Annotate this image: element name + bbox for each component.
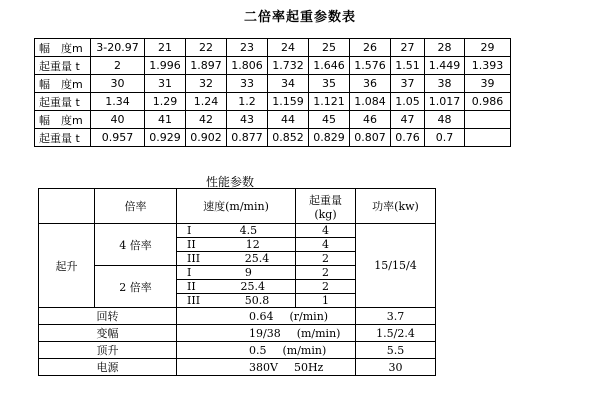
cell: 1.449 [425,57,465,75]
cell: 0.807 [350,129,391,147]
cell: 32 [186,75,227,93]
cell: 1.732 [268,57,309,75]
load-header-line1: 起重量 [309,193,342,207]
table-row [39,308,436,325]
cell: 39 [465,75,511,93]
table-row [35,39,511,57]
slewing-power: 3.7 [356,308,436,325]
cell: 0.902 [186,129,227,147]
cell: 35 [309,75,350,93]
performance-table [38,188,436,376]
row-label: 幅 度m [35,75,91,93]
cell: 29 [465,39,511,57]
cell: 1.897 [186,57,227,75]
table-row [39,189,436,224]
cell: 41 [145,111,186,129]
cell: 1.646 [309,57,350,75]
cell: 1.084 [350,93,391,111]
slewing-label: 回转 [39,308,177,325]
climbing-value [177,342,356,359]
cell: 27 [391,39,425,57]
unit: 50Hz [293,360,324,374]
load-cell: 2 [296,266,356,280]
speed-cell [177,266,296,280]
table-row [35,93,511,111]
cell: 0.877 [227,129,268,147]
table-row [39,342,436,359]
speed-cell [177,252,296,266]
speed-header: 速度(m/min) [177,189,296,224]
performance-title: 性能参数 [205,175,254,189]
cell: 1.34 [91,93,145,111]
cell: 1.017 [425,93,465,111]
cell: 44 [268,111,309,129]
cell: 1.393 [465,57,511,75]
speed-cell [177,280,296,294]
cell: 25 [309,39,350,57]
power-header: 功率(kw) [356,189,436,224]
value: 380V [249,360,278,374]
cell: 24 [268,39,309,57]
hoist-label: 起升 [39,224,95,308]
cell: 0.829 [309,129,350,147]
cell: 3-20.97 [91,39,145,57]
cell: 22 [186,39,227,57]
table-row [35,57,511,75]
luffing-power: 1.5/2.4 [356,325,436,342]
rate-label: 4 倍率 [95,224,177,266]
row-label: 起重量 t [35,93,91,111]
cell: 0.929 [145,129,186,147]
unit: (m/min) [282,343,327,357]
load-cell: 2 [296,252,356,266]
speed-value: 4.5 [239,224,258,237]
cell: 0.76 [391,129,425,147]
cell: 1.24 [186,93,227,111]
load-header [296,189,356,224]
supply-value [177,359,356,376]
cell: 1.996 [145,57,186,75]
cell: 1.51 [391,57,425,75]
cell: 30 [91,75,145,93]
cell: 43 [227,111,268,129]
cell: 1.159 [268,93,309,111]
cell: 26 [350,39,391,57]
value: 0.64 [249,309,274,323]
cell: 23 [227,39,268,57]
header-cell [39,189,95,224]
row-label: 起重量 t [35,57,91,75]
gear-label: II [187,238,196,251]
cell: 1.121 [309,93,350,111]
load-cell: 4 [296,224,356,238]
luffing-label: 变幅 [39,325,177,342]
row-label: 起重量 t [35,129,91,147]
cell: 21 [145,39,186,57]
cell: 2 [91,57,145,75]
speed-cell [177,224,296,238]
cell: 1.29 [145,93,186,111]
cell: 36 [350,75,391,93]
cell: 0.852 [268,129,309,147]
cell [465,129,511,147]
gear-label: III [187,252,201,265]
rate-header: 倍率 [95,189,177,224]
climbing-label: 顶升 [39,342,177,359]
table-row [35,111,511,129]
cell: 45 [309,111,350,129]
speed-value: 9 [244,266,252,279]
load-cell: 2 [296,280,356,294]
hoist-power: 15/15/4 [356,224,436,308]
cell: 0.957 [91,129,145,147]
unit: (m/min) [296,326,341,340]
cell: 42 [186,111,227,129]
gear-label: II [187,280,196,293]
value: 0.5 [249,343,267,357]
row-label: 幅 度m [35,39,91,57]
slewing-value [177,308,356,325]
speed-value: 50.8 [244,294,270,307]
speed-value: 12 [245,238,260,251]
table-row [39,359,436,376]
cell: 37 [391,75,425,93]
table-row [35,129,511,147]
gear-label: I [187,266,192,279]
supply-label: 电源 [39,359,177,376]
table-row [39,224,436,238]
cell: 46 [350,111,391,129]
speed-cell [177,294,296,308]
cell: 1.2 [227,93,268,111]
cell: 40 [91,111,145,129]
speed-value: 25.4 [240,280,265,293]
row-label: 幅 度m [35,111,91,129]
cell: 0.7 [425,129,465,147]
cell: 1.576 [350,57,391,75]
load-cell: 1 [296,294,356,308]
cell: 1.806 [227,57,268,75]
cell: 33 [227,75,268,93]
load-cell: 4 [296,238,356,252]
speed-value: 25.4 [244,252,270,265]
cell: 38 [425,75,465,93]
cell: 47 [391,111,425,129]
gear-label: III [187,294,201,307]
gear-label: I [187,224,192,237]
climbing-power: 5.5 [356,342,436,359]
cell: 34 [268,75,309,93]
cell: 31 [145,75,186,93]
cell: 28 [425,39,465,57]
table-row [35,75,511,93]
rate-label: 2 倍率 [95,266,177,308]
page-title: 二倍率起重参数表 [243,10,356,25]
speed-cell [177,238,296,252]
cell: 48 [425,111,465,129]
cell: 0.986 [465,93,511,111]
unit: (r/min) [289,309,329,323]
supply-power: 30 [356,359,436,376]
cell [465,111,511,129]
lifting-capacity-table [34,38,511,147]
table-row [39,325,436,342]
luffing-value [177,325,356,342]
cell: 1.05 [391,93,425,111]
load-header-line2: (kg) [314,207,337,221]
value: 19/38 [249,326,281,340]
